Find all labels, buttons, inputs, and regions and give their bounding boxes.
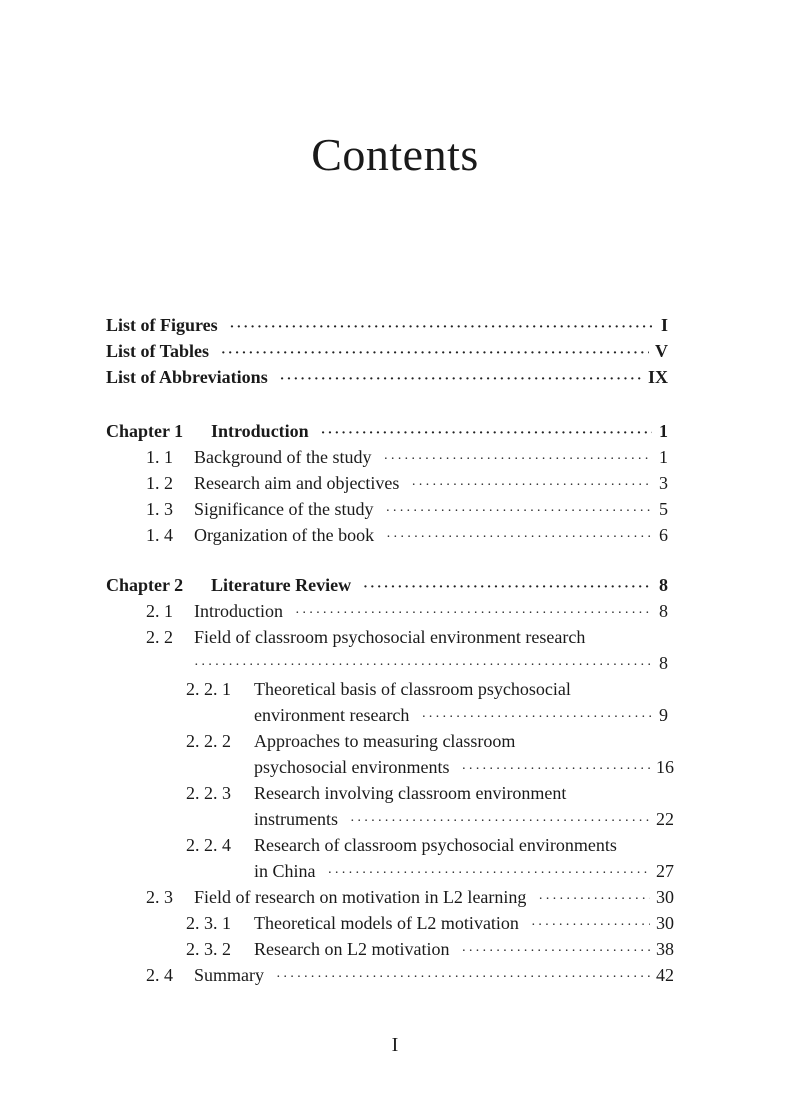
toc-entry-page: 1: [659, 447, 668, 467]
toc-subsection-2-2-4-cont[interactable]: [254, 858, 674, 884]
section-title: Research aim and objectives: [194, 473, 400, 493]
subsection-number: 2. 2. 1: [186, 679, 231, 699]
chapter-number: Chapter 1: [106, 421, 184, 441]
toc-entry-page: I: [660, 315, 668, 335]
subsection-title: Research of classroom psychosocial environments: [254, 835, 617, 855]
toc-entry-page: 6: [659, 525, 668, 545]
toc-entry-page: 16: [656, 757, 674, 777]
toc-entry-label: List of Abbreviations: [106, 367, 268, 387]
toc-section-1-2[interactable]: [146, 470, 668, 496]
section-number: 2. 4: [146, 965, 173, 985]
subsection-title-cont: in China: [254, 861, 316, 881]
toc-section-2-3[interactable]: [146, 884, 674, 910]
toc-entry-page: 3: [659, 473, 668, 493]
toc-section-2-4[interactable]: [146, 962, 674, 988]
section-title: Organization of the book: [194, 525, 375, 545]
section-number: 1. 4: [146, 525, 173, 545]
toc-entry-page: 22: [656, 809, 674, 829]
toc-entry-page: 42: [656, 965, 674, 985]
toc-entry-page: 9: [659, 705, 668, 725]
section-title: Field of research on motivation in L2 learning: [194, 887, 527, 907]
toc-entry-list-of-figures[interactable]: [106, 312, 668, 338]
section-title: Field of classroom psychosocial environment research: [194, 627, 586, 647]
toc-subsection-2-2-1-cont[interactable]: [254, 702, 668, 728]
toc-entry-list-of-abbreviations[interactable]: [106, 364, 668, 390]
toc-entry-page: 30: [656, 913, 674, 933]
subsection-number: 2. 3. 1: [186, 913, 231, 933]
subsection-title: Approaches to measuring classroom: [254, 731, 516, 751]
toc-subsection-2-2-1[interactable]: [186, 676, 668, 702]
toc-entry-label: List of Figures: [106, 315, 218, 335]
toc-entry-page: 1: [659, 421, 668, 441]
toc-entry-label: List of Tables: [106, 341, 210, 361]
subsection-title: Research involving classroom environment: [254, 783, 567, 803]
toc-entry-page: 38: [656, 939, 674, 959]
section-title: Background of the study: [194, 447, 372, 467]
toc-subsection-2-2-2[interactable]: [186, 728, 668, 754]
section-number: 2. 1: [146, 601, 173, 621]
toc-entry-list-of-tables[interactable]: [106, 338, 668, 364]
subsection-number: 2. 2. 2: [186, 731, 231, 751]
toc-section-2-1[interactable]: [146, 598, 668, 624]
page-number: I: [391, 1034, 399, 1056]
toc-section-2-2-leader[interactable]: [194, 650, 668, 676]
toc-subsection-2-3-2[interactable]: [186, 936, 674, 962]
toc-section-1-4[interactable]: [146, 522, 668, 548]
section-title: Significance of the study: [194, 499, 374, 519]
subsection-title: Research on L2 motivation: [254, 939, 450, 959]
section-number: 1. 1: [146, 447, 173, 467]
toc-subsection-2-2-3[interactable]: [186, 780, 668, 806]
dot-leader: [276, 965, 650, 991]
toc-subsection-2-2-3-cont[interactable]: [254, 806, 674, 832]
section-number: 1. 2: [146, 473, 173, 493]
toc-chapter-2[interactable]: [106, 572, 668, 598]
chapter-title: Introduction: [211, 421, 309, 441]
subsection-title-cont: psychosocial environments: [254, 757, 450, 777]
toc-entry-page: 5: [659, 499, 668, 519]
subsection-title-cont: environment research: [254, 705, 410, 725]
subsection-title: Theoretical models of L2 motivation: [254, 913, 519, 933]
subsection-number: 2. 2. 3: [186, 783, 231, 803]
subsection-number: 2. 2. 4: [186, 835, 231, 855]
toc-subsection-2-2-4[interactable]: [186, 832, 672, 858]
chapter-title: Literature Review: [211, 575, 352, 595]
toc-entry-page: 8: [659, 601, 668, 621]
dot-leader: [386, 525, 652, 551]
subsection-number: 2. 3. 2: [186, 939, 231, 959]
section-number: 2. 2: [146, 627, 173, 647]
page-title: Contents: [311, 129, 479, 180]
subsection-title-cont: instruments: [254, 809, 338, 829]
toc-section-1-3[interactable]: [146, 496, 668, 522]
section-title: Summary: [194, 965, 264, 985]
toc-entry-page: IX: [647, 367, 668, 387]
dot-leader: [280, 367, 642, 393]
chapter-number: Chapter 2: [106, 575, 184, 595]
toc-entry-page: 30: [656, 887, 674, 907]
toc-section-1-1[interactable]: [146, 444, 668, 470]
toc-entry-page: V: [655, 341, 668, 361]
toc-subsection-2-2-2-cont[interactable]: [254, 754, 674, 780]
section-number: 1. 3: [146, 499, 173, 519]
toc-entry-page: 8: [659, 653, 668, 673]
toc-subsection-2-3-1[interactable]: [186, 910, 674, 936]
section-number: 2. 3: [146, 887, 173, 907]
toc-entry-page: 27: [656, 861, 674, 881]
section-title: Introduction: [194, 601, 283, 621]
subsection-title: Theoretical basis of classroom psychosocial: [254, 679, 571, 699]
toc-chapter-1[interactable]: [106, 418, 668, 444]
toc-section-2-2[interactable]: [146, 624, 668, 650]
toc-entry-page: 8: [659, 575, 668, 595]
